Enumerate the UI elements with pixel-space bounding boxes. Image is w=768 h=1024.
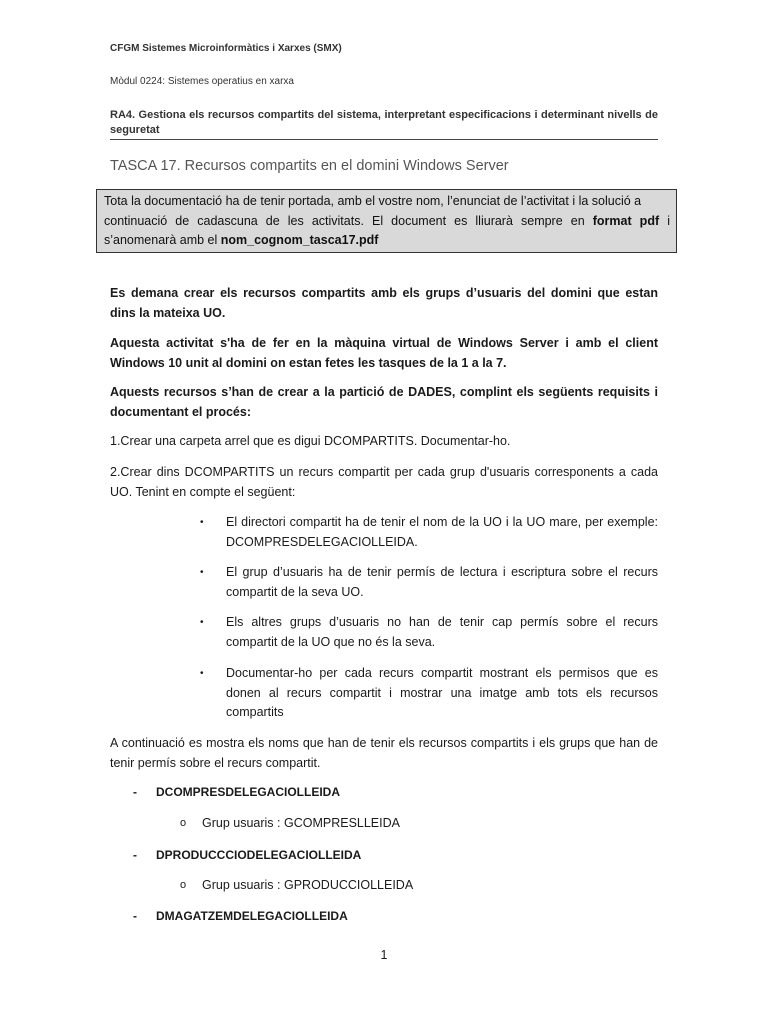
resource-name: DMAGATZEMDELEGACIOLLEIDA xyxy=(156,909,348,923)
notice-box xyxy=(96,189,677,253)
bullet-glyph: • xyxy=(200,567,204,578)
dash-glyph: - xyxy=(133,909,137,923)
notice-filename: nom_cognom_tasca17.pdf xyxy=(220,233,379,247)
dash-glyph: - xyxy=(133,785,137,799)
resource-group-text: Grup usuaris : GPRODUCCIOLLEIDA xyxy=(202,878,414,892)
paragraph-step-2: 2.Crear dins DCOMPARTITS un recurs compartit per cada grup d'usuaris corresponents a cada UO. Tenint en compte el següent: xyxy=(110,465,658,499)
notice-line-1: Tota la documentació ha de tenir portada, amb el vostre nom, l’enunciat de l’activitat i la solució a xyxy=(104,194,642,208)
notice-line-2-text: continuació de cadascuna de les activitats. El document es lliurarà sempre en xyxy=(104,213,585,228)
bullet-glyph: • xyxy=(200,517,204,528)
resource-group-text: Grup usuaris : GCOMPRESLLEIDA xyxy=(202,816,400,830)
notice-line-2-end: i xyxy=(667,213,670,228)
page-number: 1 xyxy=(380,948,388,962)
sub-bullet-glyph: o xyxy=(180,879,187,891)
notice-line-3 xyxy=(104,231,670,251)
list-item-text: El directori compartit ha de tenir el nom de la UO i la UO mare, per exemple: DCOMPRESDELEGACIOLLEIDA. xyxy=(226,515,658,549)
paragraph-resources-intro: A continuació es mostra els noms que han de tenir els recursos compartits i els grups que han de tenir permís sobre el recurs compartit. xyxy=(110,736,658,770)
task-title: TASCA 17. Recursos compartits en el domini Windows Server xyxy=(110,158,509,174)
notice-line-3-text: s’anomenarà amb el xyxy=(104,233,218,247)
notice-line-2 xyxy=(104,212,670,232)
paragraph-2: Aquesta activitat s'ha de fer en la màquina virtual de Windows Server i amb el client Windows 10 unit al domini on estan fetes les tasques de la 1 a la 7. xyxy=(110,336,658,370)
list-item-text: Documentar-ho per cada recurs compartit mostrant els permisos que es donen al recurs compartit i mostrar una imatge amb tots els recursos compartits xyxy=(226,666,658,719)
resource-name: DCOMPRESDELEGACIOLLEIDA xyxy=(156,785,341,799)
learning-outcome: RA4. Gestiona els recursos compartits del sistema, interpretant especificacions i determinant nivells de seguretat xyxy=(110,109,658,136)
list-item-text: El grup d’usuaris ha de tenir permís de lectura i escriptura sobre el recurs compartit de la seva UO. xyxy=(226,565,658,599)
notice-format-pdf: format pdf xyxy=(592,213,660,228)
bullet-glyph: • xyxy=(200,668,204,679)
module-header: Mòdul 0224: Sistemes operatius en xarxa xyxy=(110,76,294,87)
paragraph-step-1: 1.Crear una carpeta arrel que es digui DCOMPARTITS. Documentar-ho. xyxy=(110,434,511,448)
paragraph-1: Es demana crear els recursos compartits amb els grups d’usuaris del domini que estan dins la mateixa UO. xyxy=(110,286,658,320)
course-header: CFGM Sistemes Microinformàtics i Xarxes (SMX) xyxy=(110,43,342,54)
header-divider xyxy=(110,139,658,140)
paragraph-3: Aquests recursos s’han de crear a la partició de DADES, complint els següents requisits i documentant el procés: xyxy=(110,385,658,419)
dash-glyph: - xyxy=(133,848,137,862)
sub-bullet-glyph: o xyxy=(180,817,187,829)
list-item-text: Els altres grups d’usuaris no han de tenir cap permís sobre el recurs compartit de la UO que no és la seva. xyxy=(226,615,658,649)
resource-name: DPRODUCCCIODELEGACIOLLEIDA xyxy=(156,848,362,862)
bullet-glyph: • xyxy=(200,617,204,628)
